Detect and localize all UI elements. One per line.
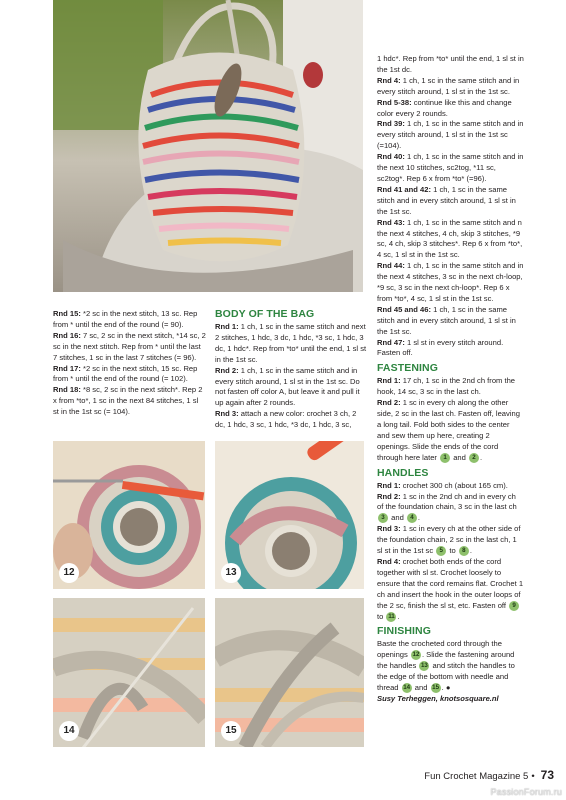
photo-number-13: 13 xyxy=(221,563,241,583)
heading-finishing: FINISHING xyxy=(377,625,431,638)
step-badge-13: 13 xyxy=(420,662,428,670)
designer-credit: Susy Terheggen, knotsosquare.nl xyxy=(377,693,499,703)
step-badge-15: 15 xyxy=(432,684,440,692)
rnd-3-cont: 1 hdc*. Rep from *to* until the end, 1 sl st in the 1st dc. xyxy=(377,54,524,74)
photo-number-14: 14 xyxy=(59,721,79,741)
rnd-17: Rnd 17: *2 sc in the next stitch, 15 sc. Rep from * until the end of the round (= 102). xyxy=(53,363,198,384)
column-3 xyxy=(377,54,524,705)
step-badge-12: 12 xyxy=(412,651,420,659)
rnd-16: Rnd 16: 7 sc, 2 sc in the next stitch, *14 sc, 2 sc in the next stitch. Rep from * until the last 7 stitches, 1 sc in the last 7 stitches (= 96). xyxy=(53,330,206,362)
rnd-4: Rnd 4: 1 ch, 1 sc in the same stitch and in every stitch around, 1 sl st in the 1st sc. xyxy=(377,75,520,96)
rnd-15: Rnd 15: *2 sc in the next stitch, 13 sc. Rep from * until the end of the round (= 90). xyxy=(53,309,198,329)
column-2 xyxy=(215,305,367,431)
heading-fastening: FASTENING xyxy=(377,362,438,375)
page-footer xyxy=(424,768,554,782)
handles-rnd-3: Rnd 3: 1 sc in every ch at the other side of the foundation chain, 2 sc in the last ch, 1 sl st in the 1st sc 5 to 8 . xyxy=(377,524,521,556)
heading-handles: HANDLES xyxy=(377,466,429,479)
rnd-45-46: Rnd 45 and 46: 1 ch, 1 sc in the same stitch and in every stitch around, 1 sl st in the 1st sc. xyxy=(377,304,516,336)
step-photo-14 xyxy=(53,598,205,747)
footer-separator: • xyxy=(531,771,535,782)
photo-number-15: 15 xyxy=(221,721,241,741)
handles-rnd-4: Rnd 4: crochet both ends of the cord together with sl st. Crochet loosely to ensure that the cord remains flat. Crochet 1 ch and insert the hook in the outer loops of the 2 sc, finish the sl st, etc. Fasten off 9 to 11 . xyxy=(377,556,524,621)
rnd-44: Rnd 44: 1 ch, 1 sc in the same stitch and in the next 4 stitches, 3 sc in the next ch-loop, *9 sc, 3 sc in the next ch-loop*. Rep 6 x from *to*, 4 sc, 1 sl st in the 1st sc. xyxy=(377,261,524,303)
finishing-text: Baste the crocheted cord through the openings 12 . Slide the fastening around the handles 13 and stitch the handles to the edge of the bottom with needle and thread 14 and 15 . ● xyxy=(377,639,515,693)
rnd-40: Rnd 40: 1 ch, 1 sc in the same stitch and in the next 10 stitches, sc2tog, *11 sc, sc2tog*. Rep 6 x from *to* (=96). xyxy=(377,152,524,183)
step-badge-2: 2 xyxy=(469,453,479,463)
handles-rnd-1: Rnd 1: crochet 300 ch (about 165 cm). xyxy=(377,480,508,490)
body-rnd-3: Rnd 3: attach a new color: crochet 3 ch, 2 dc, 1 hdc, 3 sc, 1 hdc, *3 dc, 1 hdc, 3 sc, xyxy=(215,409,357,430)
fastening-rnd-1: Rnd 1: 17 ch, 1 sc in the 2nd ch from the hook, 14 sc, 3 sc in the last ch. xyxy=(377,376,516,397)
bag-photo xyxy=(53,0,363,292)
photo-number-12: 12 xyxy=(59,563,79,583)
step-badge-14: 14 xyxy=(403,684,411,692)
step-badge-1: 1 xyxy=(440,453,450,463)
rnd-39: Rnd 39: 1 ch, 1 sc in the same stitch and in every stitch around, 1 sl st in the 1st sc (=104). xyxy=(377,119,524,151)
fastening-rnd-2: Rnd 2: 1 sc in every ch along the other side, 2 sc in the last ch. Fasten off, leaving a long tail. Fold both sides to the center and sew them up here, creating 2 openings. Slide the ends of the cord through here later 1 and 2 . xyxy=(377,398,520,462)
step-badge-4: 4 xyxy=(407,513,417,523)
rnd-43: Rnd 43: 1 ch, 1 sc in the same stitch and n the next 4 stitches, 4 ch, skip 3 stitches, *9 sc, 4 ch, skip 3 stitches*. Rep 6 x from *to*, 4 sc, 1 sl st in the 1st sc. xyxy=(377,217,523,260)
body-rnd-1: Rnd 1: 1 ch, 1 sc in the same stitch and next 2 stitches, 1 hdc, 3 dc, 1 hdc, *3 sc, 1 hdc, 3 dc, 1 hdc*. Rep from *to* until the end, 1 sl st in the 1st sc. xyxy=(215,322,367,364)
page-number: 73 xyxy=(540,768,554,782)
step-badge-8: 8 xyxy=(459,546,469,556)
column-1 xyxy=(53,309,206,418)
heading-body-of-bag: BODY OF THE BAG xyxy=(215,308,315,320)
step-photo-13 xyxy=(215,441,364,589)
site-watermark: PassionForum.ru xyxy=(490,787,562,797)
rnd-41-42: Rnd 41 and 42: 1 ch, 1 sc in the same stitch and in every stitch around, 1 sl st in the 1st sc. xyxy=(377,184,516,216)
step-badge-11: 11 xyxy=(388,612,395,620)
rnd-47: Rnd 47: 1 sl st in every stitch around. Fasten off. xyxy=(377,337,504,358)
rnd-18: Rnd 18: *8 sc, 2 sc in the next stitch*. Rep 2 x from *to*, 1 sc in the next 84 stitches, 1 sl st in the 1st sc (= 104). xyxy=(53,385,203,417)
bag-illustration xyxy=(53,0,363,292)
rnd-5-38: Rnd 5-38: continue like this and change color every 2 rounds. xyxy=(377,97,512,118)
step-photo-15 xyxy=(215,598,364,747)
step-photo-12 xyxy=(53,441,205,589)
handles-rnd-2: Rnd 2: 1 sc in the 2nd ch and in every ch of the foundation chain, 3 sc in the last ch 3 and 4 . xyxy=(377,491,517,523)
body-rnd-2: Rnd 2: 1 ch, 1 sc in the same stitch and in every stitch around, 1 sl st in the 1st sc. Do not fasten off color A, but leave it and pull it up again after 2 rounds. xyxy=(215,365,360,408)
step-badge-3: 3 xyxy=(378,513,388,523)
step-badge-5: 5 xyxy=(436,546,446,556)
step-badge-9: 9 xyxy=(509,601,519,611)
magazine-name: Fun Crochet Magazine 5 xyxy=(424,771,529,782)
